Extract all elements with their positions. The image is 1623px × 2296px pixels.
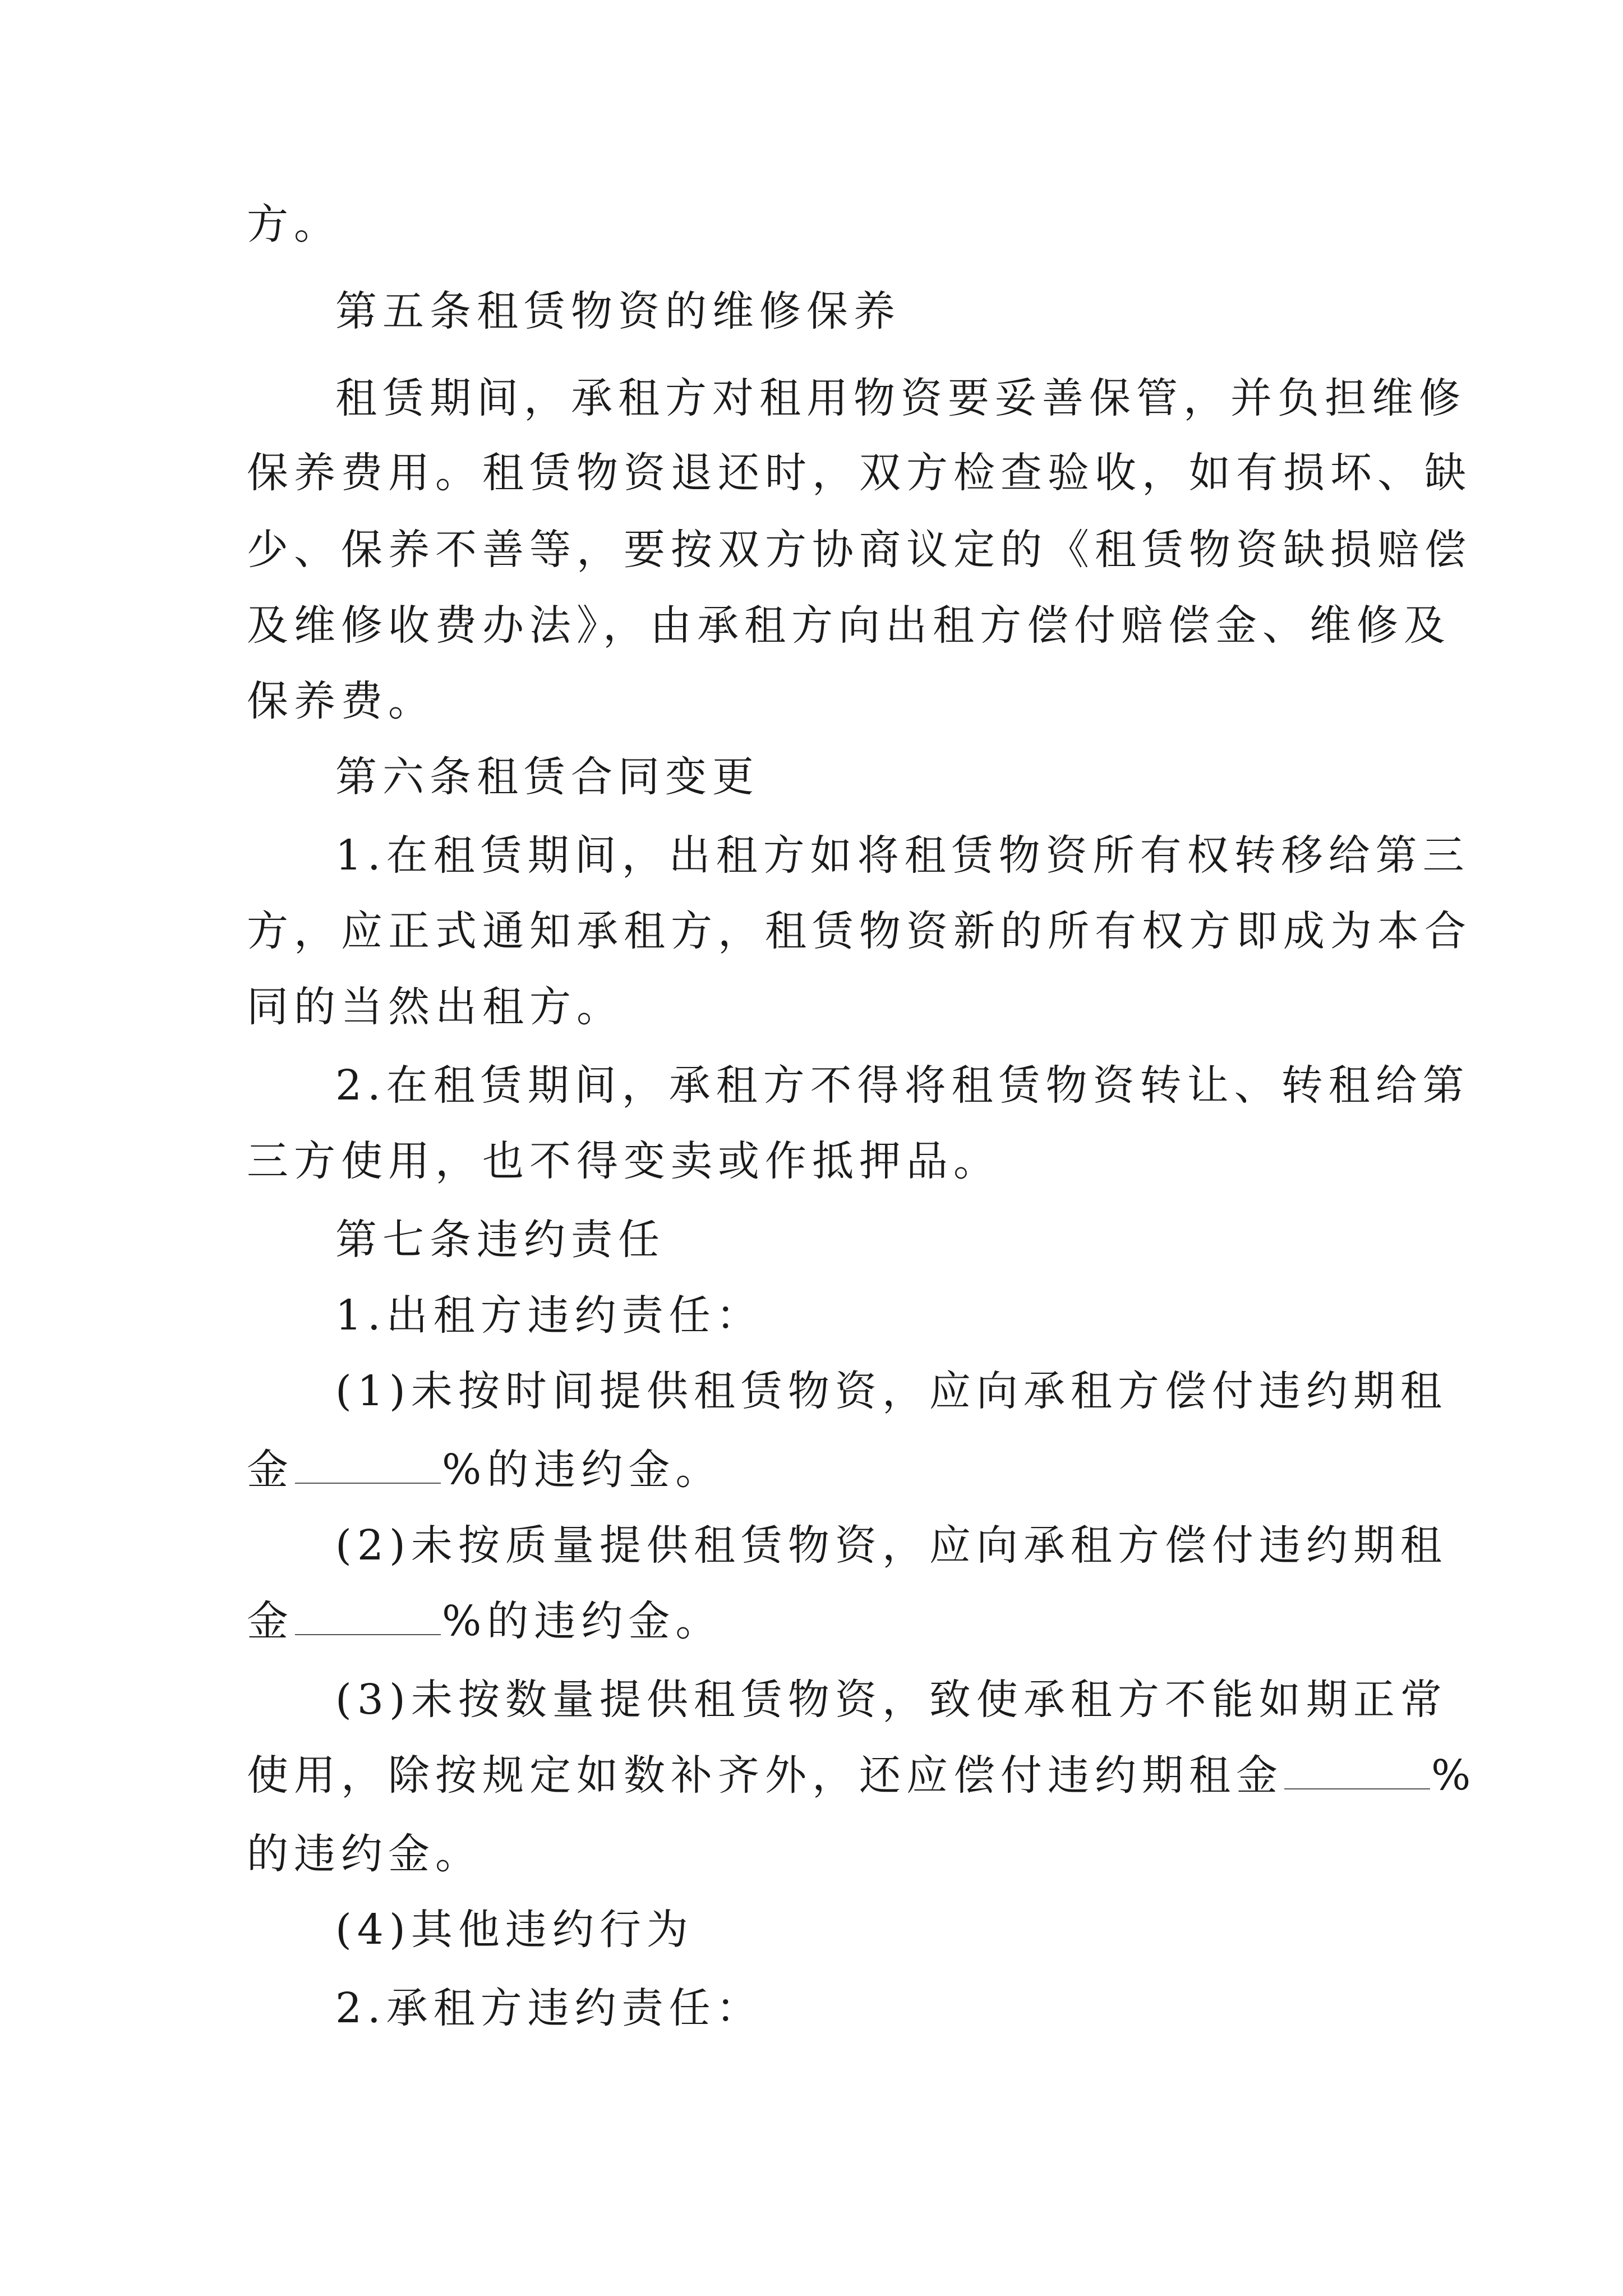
text-line-with-blank xyxy=(247,1747,1476,1803)
text-line: 方，应正式通知承租方，租赁物资新的所有权方即成为本合 xyxy=(247,907,1472,955)
text-line-with-blank xyxy=(247,1593,722,1649)
line-text-before: 金 xyxy=(247,1446,294,1494)
section-heading: 第七条违约责任 xyxy=(335,1216,665,1264)
text-line: 同的当然出租方。 xyxy=(247,983,624,1031)
text-line: 1.在租赁期间，出租方如将租赁物资所有权转移给第三 xyxy=(335,831,1470,880)
fill-in-blank xyxy=(295,1446,441,1484)
text-line: (2)未按质量提供租赁物资，应向承租方偿付违约期租 xyxy=(335,1521,1447,1570)
text-line: 2.在租赁期间，承租方不得将租赁物资转让、转租给第 xyxy=(335,1061,1470,1110)
line-text-before: 使用，除按规定如数补齐外，还应偿付违约期租金 xyxy=(247,1751,1283,1800)
text-line-with-blank xyxy=(247,1442,722,1498)
text-line: 及维修收费办法》，由承租方向出租方偿付赔偿金、维修及 xyxy=(247,601,1451,650)
text-line: 的违约金。 xyxy=(247,1830,482,1878)
text-line: 1.出租方违约责任： xyxy=(335,1291,763,1340)
text-line: 少、保养不善等，要按双方协商议定的《租赁物资缺损赔偿 xyxy=(247,526,1472,574)
fill-in-blank xyxy=(295,1597,441,1635)
fill-in-blank xyxy=(1284,1751,1430,1789)
line-text-after: % xyxy=(1431,1751,1477,1800)
section-heading: 第五条租赁物资的维修保养 xyxy=(335,287,901,335)
text-line: (3)未按数量提供租赁物资，致使承租方不能如期正常 xyxy=(335,1676,1447,1724)
section-heading: 第六条租赁合同变更 xyxy=(335,753,759,801)
text-line: (4)其他违约行为 xyxy=(335,1906,694,1954)
text-line: 保养费。 xyxy=(247,677,435,725)
line-text-before: 金 xyxy=(247,1597,294,1645)
text-line: 保养费用。租赁物资退还时，双方检查验收，如有损坏、缺 xyxy=(247,449,1472,497)
text-line: 三方使用，也不得变卖或作抵押品。 xyxy=(247,1137,1000,1185)
text-line: (1)未按时间提供租赁物资，应向承租方偿付违约期租 xyxy=(335,1367,1447,1415)
text-line: 方。 xyxy=(247,200,341,249)
line-text-after: %的违约金。 xyxy=(442,1597,723,1645)
text-line: 2.承租方违约责任： xyxy=(335,1984,763,2032)
line-text-after: %的违约金。 xyxy=(442,1446,723,1494)
text-line: 租赁期间，承租方对租用物资要妥善保管，并负担维修 xyxy=(335,374,1466,422)
